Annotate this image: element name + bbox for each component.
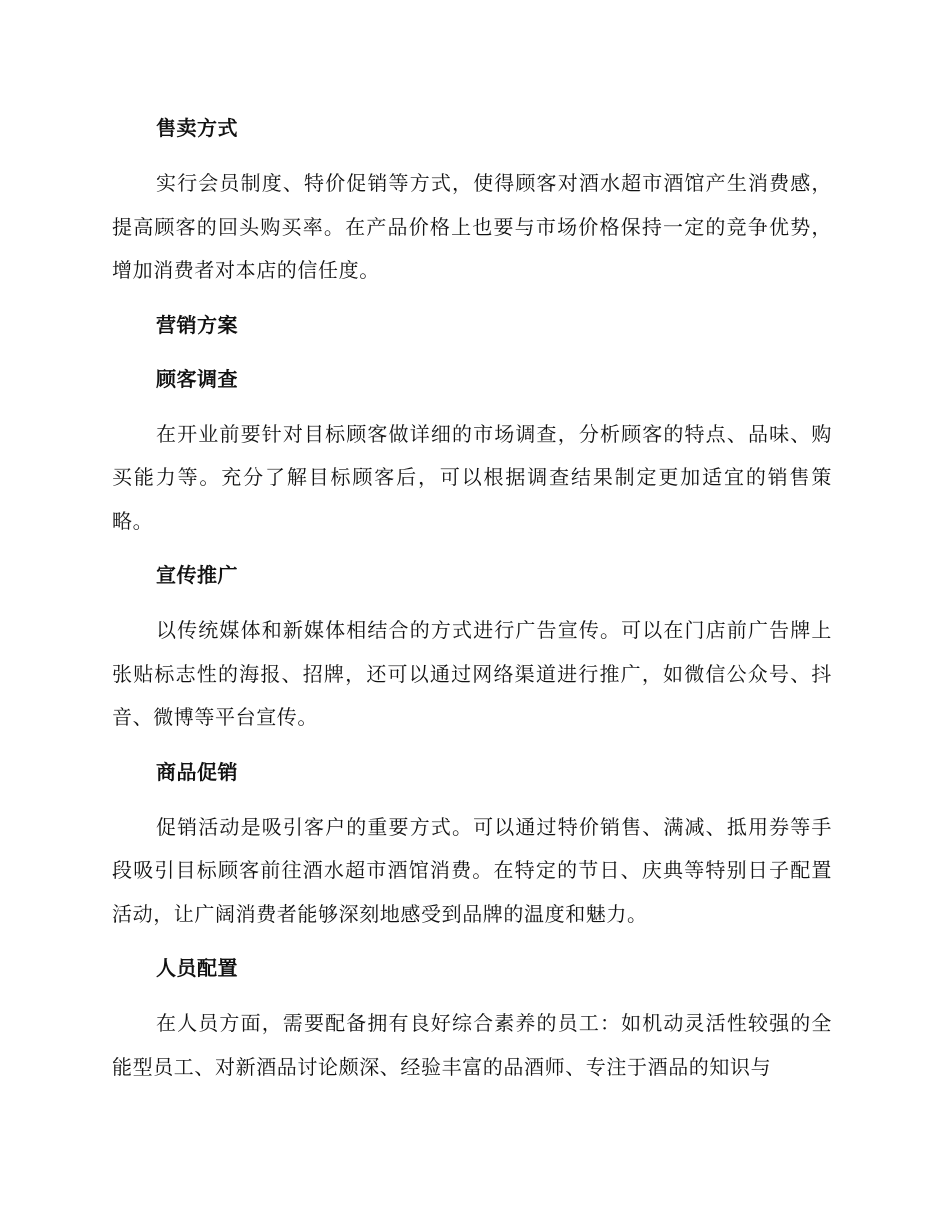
section-heading-product-sales: 商品促销 (156, 759, 238, 784)
section-heading-sales-method: 售卖方式 (156, 116, 238, 140)
section-paragraph-promotion: 以传统媒体和新媒体相结合的方式进行广告宣传。可以在门店前广告牌上张贴标志性的海报、招牌，还可以通过网络渠道进行推广，如微信公众号、抖音、微博等平台宣传。 (112, 618, 832, 729)
document-page (112, 108, 832, 1101)
section-heading-staffing: 人员配置 (156, 956, 238, 980)
section-heading-promotion: 宣传推广 (156, 563, 238, 587)
section-heading-marketing-plan: 营销方案 (156, 312, 238, 337)
section-paragraph-sales-method: 实行会员制度、特价促销等方式，使得顾客对酒水超市酒馆产生消费感，提高顾客的回头购买率。在产品价格上也要与市场价格保持一定的竞争优势，增加消费者对本店的信任度。 (112, 171, 832, 282)
section-paragraph-customer-survey: 在开业前要针对目标顾客做详细的市场调查，分析顾客的特点、品味、购买能力等。充分了解目标顾客后，可以根据调查结果制定更加适宜的销售策略。 (112, 421, 832, 533)
section-paragraph-staffing: 在人员方面，需要配备拥有良好综合素养的员工：如机动灵活性较强的全能型员工、对新酒品讨论颇深、经验丰富的品酒师、专注于酒品的知识与 (112, 1011, 832, 1079)
section-heading-customer-survey: 顾客调查 (156, 366, 238, 391)
section-paragraph-product-sales: 促销活动是吸引客户的重要方式。可以通过特价销售、满减、抵用券等手段吸引目标顾客前往酒水超市酒馆消费。在特定的节日、庆典等特别日子配置活动，让广阔消费者能够深刻地感受到品牌的温度和魅力。 (112, 814, 832, 926)
